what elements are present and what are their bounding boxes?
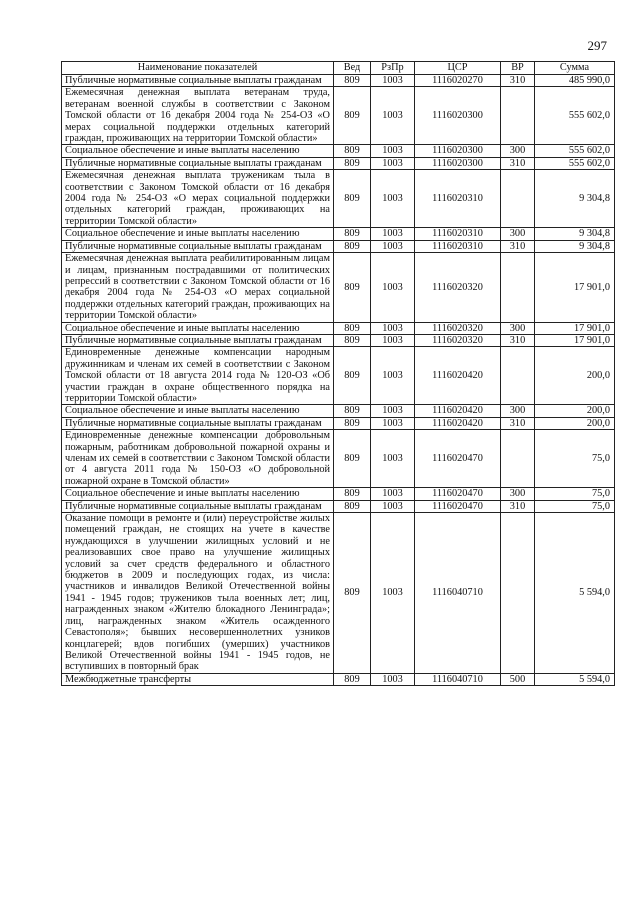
cell-vr: 500 [501,673,535,685]
cell-name: Единовременные денежные компенсации народным дружинникам и членам их семей в соответствии с Законом Томской области от 18 августа 2014 года № 120-ОЗ «Об участии граждан в охране общественного порядка на территории Томской области» [62,347,334,405]
cell-name: Социальное обеспечение и иные выплаты населению [62,488,334,500]
cell-vr: 310 [501,75,535,87]
cell-rzpr: 1003 [371,673,415,685]
cell-name: Социальное обеспечение и иные выплаты населению [62,228,334,240]
table-row [62,500,615,512]
table-row [62,488,615,500]
cell-sum: 200,0 [535,347,615,405]
table-body [62,75,615,686]
cell-ved: 809 [334,347,371,405]
header-name: Наименование показателей [62,62,334,75]
header-rzpr: РзПр [371,62,415,75]
cell-csr: 1116020300 [415,87,501,145]
cell-csr: 1116020270 [415,75,501,87]
cell-ved: 809 [334,157,371,169]
table-row [62,228,615,240]
cell-sum: 9 304,8 [535,170,615,228]
cell-sum: 5 594,0 [535,513,615,674]
table-row [62,673,615,685]
cell-ved: 809 [334,430,371,488]
cell-ved: 809 [334,334,371,346]
table-row [62,334,615,346]
table-row [62,75,615,87]
cell-ved: 809 [334,488,371,500]
cell-rzpr: 1003 [371,430,415,488]
cell-name: Оказание помощи в ремонте и (или) переустройстве жилых помещений граждан, не стоящих на учете в качестве нуждающихся в улучшении жилищных условий и не реализовавших свое право на улучшение жилищных условий за счет средств федерального и областного бюджетов в 2009 и последующих годах, из числа: участников и инвалидов Великой Отечественной войны 1941 - 1945 годов; тружеников тыла военных лет; лиц, награжденных знаком «Жителю блокадного Ленинграда»; лиц, награжденных знаком «Житель осажденного Севастополя»; бывших несовершеннолетних узников концлагерей; вдов погибших (умерших) участников Великой Отечественной войны 1941 - 1945 годов, не вступивших в повторный брак [62,513,334,674]
cell-name: Публичные нормативные социальные выплаты гражданам [62,157,334,169]
cell-csr: 1116040710 [415,673,501,685]
cell-vr: 300 [501,488,535,500]
cell-vr [501,347,535,405]
cell-vr: 310 [501,157,535,169]
cell-ved: 809 [334,240,371,252]
cell-sum: 555 602,0 [535,157,615,169]
cell-name: Публичные нормативные социальные выплаты гражданам [62,240,334,252]
cell-vr: 300 [501,405,535,417]
cell-name: Публичные нормативные социальные выплаты гражданам [62,334,334,346]
cell-csr: 1116020420 [415,405,501,417]
cell-name: Ежемесячная денежная выплата труженикам тыла в соответствии с Законом Томской области от 16 декабря 2004 года № 254-ОЗ «О мерах социальной поддержки отдельных категорий граждан, проживающих на территории Томской области» [62,170,334,228]
cell-name: Публичные нормативные социальные выплаты гражданам [62,75,334,87]
cell-name: Ежемесячная денежная выплата реабилитированным лицам и лицам, признанным пострадавшими от политических репрессий в соответствии с Законом Томской области от 16 декабря 2004 года № 254-ОЗ «О мерах социальной поддержки отдельных категорий граждан, проживающих на территории Томской области» [62,253,334,322]
cell-sum: 555 602,0 [535,87,615,145]
cell-vr [501,87,535,145]
cell-rzpr: 1003 [371,240,415,252]
cell-csr: 1116020470 [415,430,501,488]
table-row [62,430,615,488]
cell-sum: 5 594,0 [535,673,615,685]
cell-ved: 809 [334,75,371,87]
cell-csr: 1116020470 [415,488,501,500]
cell-ved: 809 [334,513,371,674]
cell-vr: 300 [501,228,535,240]
cell-name: Публичные нормативные социальные выплаты гражданам [62,417,334,429]
cell-csr: 1116020320 [415,253,501,322]
cell-rzpr: 1003 [371,347,415,405]
table-row [62,405,615,417]
cell-ved: 809 [334,228,371,240]
cell-rzpr: 1003 [371,157,415,169]
table-row [62,157,615,169]
cell-rzpr: 1003 [371,228,415,240]
cell-rzpr: 1003 [371,145,415,157]
table-row [62,322,615,334]
cell-csr: 1116020320 [415,334,501,346]
table-row [62,145,615,157]
cell-ved: 809 [334,253,371,322]
cell-name: Публичные нормативные социальные выплаты гражданам [62,500,334,512]
cell-csr: 1116020300 [415,157,501,169]
cell-rzpr: 1003 [371,253,415,322]
cell-csr: 1116020310 [415,228,501,240]
table-row [62,253,615,322]
cell-sum: 200,0 [535,405,615,417]
cell-name: Единовременные денежные компенсации добровольным пожарным, работникам добровольной пожарной охраны и членам их семей в соответствии с Законом Томской области от 4 августа 2011 года № 150-ОЗ «О добровольной пожарной охране в Томской области» [62,430,334,488]
cell-rzpr: 1003 [371,87,415,145]
cell-ved: 809 [334,405,371,417]
budget-table [61,61,615,686]
cell-ved: 809 [334,673,371,685]
header-sum: Сумма [535,62,615,75]
cell-csr: 1116020310 [415,240,501,252]
cell-csr: 1116040710 [415,513,501,674]
cell-name: Ежемесячная денежная выплата ветеранам труда, ветеранам военной службы в соответствии с Законом Томской области от 16 декабря 2004 года № 254-ОЗ «О мерах социальной поддержки отдельных категорий граждан, проживающих на территории Томской области» [62,87,334,145]
cell-ved: 809 [334,87,371,145]
cell-ved: 809 [334,322,371,334]
cell-name: Социальное обеспечение и иные выплаты населению [62,322,334,334]
table-row [62,513,615,674]
cell-sum: 17 901,0 [535,253,615,322]
cell-vr: 310 [501,417,535,429]
cell-vr [501,513,535,674]
cell-rzpr: 1003 [371,488,415,500]
table-row [62,240,615,252]
cell-sum: 555 602,0 [535,145,615,157]
cell-rzpr: 1003 [371,417,415,429]
cell-vr [501,253,535,322]
cell-rzpr: 1003 [371,170,415,228]
cell-name: Социальное обеспечение и иные выплаты населению [62,145,334,157]
cell-csr: 1116020420 [415,417,501,429]
cell-ved: 809 [334,500,371,512]
cell-csr: 1116020310 [415,170,501,228]
cell-sum: 200,0 [535,417,615,429]
cell-rzpr: 1003 [371,500,415,512]
table-row [62,417,615,429]
cell-sum: 9 304,8 [535,228,615,240]
table-row [62,87,615,145]
table-row [62,347,615,405]
cell-vr: 310 [501,240,535,252]
cell-sum: 75,0 [535,500,615,512]
cell-sum: 485 990,0 [535,75,615,87]
header-ved: Вед [334,62,371,75]
cell-csr: 1116020320 [415,322,501,334]
cell-vr [501,430,535,488]
cell-vr: 300 [501,322,535,334]
cell-rzpr: 1003 [371,322,415,334]
cell-csr: 1116020300 [415,145,501,157]
cell-ved: 809 [334,170,371,228]
cell-sum: 9 304,8 [535,240,615,252]
table-header-row [62,62,615,75]
cell-vr: 310 [501,500,535,512]
cell-csr: 1116020420 [415,347,501,405]
cell-sum: 75,0 [535,430,615,488]
cell-vr [501,170,535,228]
cell-ved: 809 [334,417,371,429]
header-vr: ВР [501,62,535,75]
cell-rzpr: 1003 [371,334,415,346]
cell-rzpr: 1003 [371,513,415,674]
cell-vr: 310 [501,334,535,346]
cell-sum: 75,0 [535,488,615,500]
cell-rzpr: 1003 [371,75,415,87]
cell-ved: 809 [334,145,371,157]
cell-csr: 1116020470 [415,500,501,512]
cell-vr: 300 [501,145,535,157]
page-number: 297 [587,38,607,53]
cell-sum: 17 901,0 [535,322,615,334]
cell-name: Социальное обеспечение и иные выплаты населению [62,405,334,417]
header-csr: ЦСР [415,62,501,75]
table-row [62,170,615,228]
cell-rzpr: 1003 [371,405,415,417]
cell-name: Межбюджетные трансферты [62,673,334,685]
cell-sum: 17 901,0 [535,334,615,346]
